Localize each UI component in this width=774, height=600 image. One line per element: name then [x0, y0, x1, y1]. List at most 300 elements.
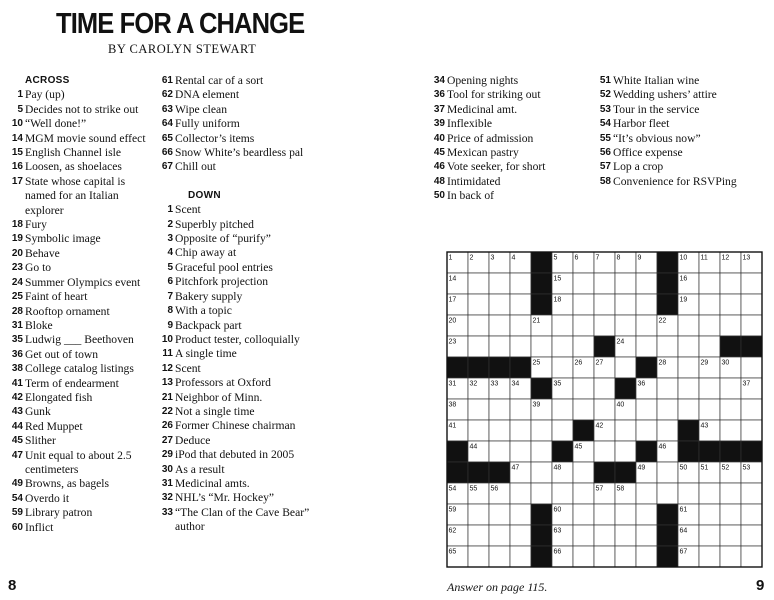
grid-cell[interactable] — [468, 273, 489, 294]
grid-cell[interactable] — [699, 378, 720, 399]
grid-cell[interactable] — [489, 525, 510, 546]
clue-text: Medicinal amts. — [175, 476, 250, 490]
grid-cell[interactable] — [489, 336, 510, 357]
grid-cell[interactable] — [741, 420, 762, 441]
grid-cell[interactable] — [699, 315, 720, 336]
clue-item — [8, 247, 153, 261]
clue-text: Tour in the service — [613, 102, 700, 116]
clue-text: With a topic — [175, 304, 232, 318]
grid-number: 11 — [700, 254, 708, 262]
grid-number: 58 — [616, 485, 625, 493]
clue-item — [158, 246, 333, 260]
clue-number: 18 — [11, 219, 23, 231]
grid-number: 21 — [532, 317, 541, 325]
grid-cell[interactable] — [594, 399, 615, 420]
grid-number: 36 — [637, 380, 646, 388]
grid-cell[interactable] — [594, 504, 615, 525]
grid-cell[interactable] — [741, 294, 762, 315]
grid-cell[interactable] — [552, 315, 573, 336]
grid-block — [636, 357, 657, 378]
grid-cell[interactable] — [468, 315, 489, 336]
grid-number: 9 — [637, 254, 642, 262]
clue-item — [430, 189, 595, 203]
grid-number: 24 — [616, 338, 625, 346]
clue-number: 54 — [599, 118, 611, 130]
grid-cell[interactable] — [741, 315, 762, 336]
grid-cell[interactable] — [510, 315, 531, 336]
clue-text: Pay (up) — [25, 88, 65, 102]
grid-cell[interactable] — [741, 504, 762, 525]
grid-cell[interactable] — [489, 315, 510, 336]
grid-block — [489, 462, 510, 483]
grid-number: 6 — [574, 254, 579, 262]
clue-text: Neighbor of Minn. — [175, 390, 263, 404]
grid-number: 40 — [616, 401, 625, 409]
grid-cell[interactable] — [741, 273, 762, 294]
clue-number: 59 — [11, 507, 23, 519]
clue-text: Chip away at — [175, 246, 237, 260]
grid-cell[interactable] — [468, 504, 489, 525]
clue-item — [158, 203, 333, 217]
grid-cell[interactable] — [489, 399, 510, 420]
clue-item — [8, 103, 153, 117]
grid-cell[interactable] — [636, 294, 657, 315]
clue-text: As a result — [175, 462, 225, 476]
grid-cell[interactable] — [678, 378, 699, 399]
grid-number: 61 — [679, 506, 688, 514]
clue-item — [8, 132, 153, 146]
clue-number: 37 — [433, 103, 445, 115]
grid-cell[interactable] — [552, 336, 573, 357]
clue-item — [158, 419, 333, 433]
grid-cell[interactable] — [489, 504, 510, 525]
clue-number: 64 — [161, 118, 173, 130]
grid-cell[interactable] — [615, 546, 636, 567]
grid-cell[interactable] — [741, 483, 762, 504]
grid-cell[interactable] — [615, 315, 636, 336]
grid-number: 47 — [511, 464, 520, 472]
clue-text: NHL’s “Mr. Hockey” — [175, 491, 275, 505]
grid-block — [447, 441, 468, 462]
clue-text: Medicinal amt. — [447, 102, 518, 116]
clue-item — [8, 377, 153, 391]
clue-number: 31 — [11, 319, 23, 331]
clue-item — [158, 88, 333, 102]
grid-cell[interactable] — [699, 525, 720, 546]
down-heading: DOWN — [188, 189, 221, 201]
clue-text: Deduce — [175, 433, 211, 447]
clue-number: 60 — [11, 521, 23, 533]
clue-text: Pitchfork projection — [175, 275, 269, 289]
grid-cell[interactable] — [573, 315, 594, 336]
clue-item — [596, 132, 771, 146]
grid-cell[interactable] — [531, 483, 552, 504]
grid-cell[interactable] — [657, 378, 678, 399]
grid-number: 20 — [448, 317, 457, 325]
clue-text: Browns, as bagels — [25, 477, 110, 491]
grid-cell[interactable] — [573, 378, 594, 399]
grid-cell[interactable] — [741, 546, 762, 567]
grid-cell[interactable] — [531, 420, 552, 441]
clue-number: 36 — [11, 348, 23, 360]
grid-cell[interactable] — [594, 441, 615, 462]
grid-cell[interactable] — [678, 336, 699, 357]
clue-text: Overdo it — [25, 491, 70, 505]
grid-cell[interactable] — [615, 441, 636, 462]
grid-cell[interactable] — [573, 525, 594, 546]
grid-block — [531, 546, 552, 567]
grid-number: 56 — [490, 485, 499, 493]
grid-cell[interactable] — [615, 273, 636, 294]
clue-text: Convenience for RSVPing — [613, 174, 737, 188]
clue-number: 40 — [433, 132, 445, 144]
grid-cell[interactable] — [510, 483, 531, 504]
grid-number: 27 — [595, 359, 604, 367]
grid-number: 26 — [574, 359, 583, 367]
grid-number: 54 — [448, 485, 457, 493]
grid-block — [699, 441, 720, 462]
clue-number: 33 — [161, 506, 173, 518]
grid-cell[interactable] — [699, 504, 720, 525]
clue-number: 11 — [162, 348, 173, 360]
grid-number: 66 — [553, 548, 562, 556]
grid-cell[interactable] — [573, 462, 594, 483]
grid-cell[interactable] — [510, 525, 531, 546]
clue-text: Inflict — [25, 520, 54, 534]
clue-number: 27 — [161, 434, 173, 446]
grid-cell[interactable] — [636, 483, 657, 504]
clue-text: Symbolic image — [25, 232, 101, 246]
clue-text: MGM movie sound effect — [25, 131, 146, 145]
clue-number: 21 — [161, 391, 173, 403]
grid-number: 51 — [700, 464, 709, 472]
grid-cell[interactable] — [699, 546, 720, 567]
grid-cell[interactable] — [573, 294, 594, 315]
clue-text: Scent — [175, 203, 201, 217]
clue-number: 28 — [11, 305, 23, 317]
grid-number: 41 — [448, 422, 457, 430]
grid-cell[interactable] — [615, 294, 636, 315]
clue-number: 56 — [599, 147, 611, 159]
grid-number: 22 — [658, 317, 667, 325]
clue-item — [8, 449, 153, 478]
grid-cell[interactable] — [657, 336, 678, 357]
grid-cell[interactable] — [636, 315, 657, 336]
grid-cell[interactable] — [720, 504, 741, 525]
grid-cell[interactable] — [531, 462, 552, 483]
clue-text: DNA element — [175, 88, 240, 102]
grid-cell[interactable] — [720, 420, 741, 441]
grid-number: 28 — [658, 359, 667, 367]
grid-block — [657, 252, 678, 273]
grid-cell[interactable] — [720, 546, 741, 567]
clue-text: A single time — [175, 347, 237, 361]
grid-cell[interactable] — [741, 525, 762, 546]
clue-text: Scent — [175, 361, 201, 375]
grid-cell[interactable] — [573, 273, 594, 294]
clue-number: 5 — [167, 261, 173, 273]
grid-number: 32 — [469, 380, 478, 388]
grid-cell[interactable] — [573, 483, 594, 504]
crossword-grid[interactable] — [446, 251, 764, 569]
grid-number: 15 — [553, 275, 562, 283]
grid-block — [531, 525, 552, 546]
clue-number: 43 — [11, 406, 23, 418]
grid-number: 67 — [679, 548, 688, 556]
clue-item — [158, 333, 333, 347]
clue-item — [158, 160, 333, 174]
grid-cell[interactable] — [636, 399, 657, 420]
clue-item — [158, 405, 333, 419]
grid-cell[interactable] — [720, 483, 741, 504]
clue-item — [8, 319, 153, 333]
clue-number: 44 — [11, 420, 23, 432]
grid-cell[interactable] — [615, 504, 636, 525]
clue-number: 49 — [11, 478, 23, 490]
grid-cell[interactable] — [489, 294, 510, 315]
clue-number: 10 — [161, 333, 173, 345]
clue-number: 12 — [161, 362, 173, 374]
clue-text: English Channel isle — [25, 146, 121, 160]
grid-cell[interactable] — [594, 294, 615, 315]
grid-cell[interactable] — [468, 399, 489, 420]
clue-item — [430, 103, 595, 117]
grid-cell[interactable] — [510, 504, 531, 525]
clue-number: 26 — [161, 420, 173, 432]
clue-item — [158, 74, 333, 88]
clue-text: iPod that debuted in 2005 — [175, 448, 295, 462]
grid-block — [657, 294, 678, 315]
grid-cell[interactable] — [552, 420, 573, 441]
grid-number: 62 — [448, 527, 457, 535]
grid-cell[interactable] — [468, 336, 489, 357]
grid-cell[interactable] — [741, 399, 762, 420]
grid-cell[interactable] — [489, 546, 510, 567]
clue-item — [158, 506, 333, 535]
clue-number: 2 — [167, 218, 173, 230]
clue-number: 41 — [11, 377, 23, 389]
grid-cell[interactable] — [489, 441, 510, 462]
clue-text: Professors at Oxford — [175, 376, 271, 390]
clue-number: 30 — [161, 463, 173, 475]
grid-cell[interactable] — [510, 336, 531, 357]
grid-cell[interactable] — [615, 525, 636, 546]
clue-text: Bakery supply — [175, 289, 243, 303]
clue-text: Faint of heart — [25, 290, 88, 304]
clue-text: Collector’s items — [175, 131, 255, 145]
clue-text: Rooftop ornament — [25, 304, 110, 318]
grid-number: 52 — [721, 464, 730, 472]
clue-text: Price of admission — [447, 131, 534, 145]
grid-block — [531, 252, 552, 273]
grid-cell[interactable] — [636, 420, 657, 441]
grid-cell[interactable] — [720, 399, 741, 420]
grid-cell[interactable] — [552, 483, 573, 504]
grid-cell[interactable] — [678, 483, 699, 504]
grid-cell[interactable] — [699, 399, 720, 420]
grid-cell[interactable] — [615, 357, 636, 378]
clue-text: Opposite of “purify” — [175, 232, 271, 246]
grid-cell[interactable] — [510, 399, 531, 420]
clue-item — [8, 117, 153, 131]
clue-item — [430, 74, 595, 88]
clue-item — [430, 175, 595, 189]
grid-cell[interactable] — [657, 420, 678, 441]
grid-cell[interactable] — [720, 378, 741, 399]
clue-text: Loosen, as shoelaces — [25, 160, 122, 174]
grid-number: 33 — [490, 380, 499, 388]
clue-number: 13 — [161, 377, 173, 389]
grid-block — [657, 525, 678, 546]
clue-item — [158, 491, 333, 505]
grid-cell[interactable] — [573, 336, 594, 357]
grid-cell[interactable] — [720, 294, 741, 315]
clue-text: Mexican pastry — [447, 146, 519, 160]
grid-cell[interactable] — [657, 483, 678, 504]
grid-block — [741, 441, 762, 462]
clue-text: State whose capital is named for an Italian explorer — [25, 174, 126, 217]
grid-cell[interactable] — [720, 315, 741, 336]
grid-cell[interactable] — [678, 357, 699, 378]
grid-cell[interactable] — [699, 483, 720, 504]
grid-cell[interactable] — [594, 546, 615, 567]
grid-cell[interactable] — [594, 378, 615, 399]
clue-item — [158, 117, 333, 131]
grid-cell[interactable] — [720, 273, 741, 294]
grid-cell[interactable] — [657, 399, 678, 420]
clue-number: 1 — [167, 204, 173, 216]
grid-cell[interactable] — [510, 294, 531, 315]
clue-item — [158, 103, 333, 117]
grid-cell[interactable] — [636, 546, 657, 567]
clue-item — [158, 290, 333, 304]
grid-block — [594, 462, 615, 483]
grid-cell[interactable] — [573, 399, 594, 420]
grid-cell[interactable] — [720, 525, 741, 546]
clue-text: Graceful pool entries — [175, 260, 273, 274]
grid-cell[interactable] — [510, 273, 531, 294]
clue-item — [158, 304, 333, 318]
clue-text: Go to — [25, 261, 52, 275]
clue-item — [430, 88, 595, 102]
grid-block — [720, 441, 741, 462]
grid-cell[interactable] — [678, 315, 699, 336]
clue-item — [8, 405, 153, 419]
grid-cell[interactable] — [594, 525, 615, 546]
clue-text: Tool for striking out — [447, 88, 541, 102]
grid-cell[interactable] — [657, 462, 678, 483]
grid-cell[interactable] — [699, 336, 720, 357]
grid-cell[interactable] — [699, 273, 720, 294]
grid-cell[interactable] — [678, 399, 699, 420]
clue-column-4 — [596, 74, 771, 189]
grid-block — [531, 273, 552, 294]
grid-cell[interactable] — [573, 504, 594, 525]
right-page-number: 9 — [756, 577, 765, 594]
grid-number: 38 — [448, 401, 457, 409]
clue-item — [8, 477, 153, 491]
grid-cell[interactable] — [552, 357, 573, 378]
grid-number: 34 — [511, 380, 520, 388]
grid-number: 10 — [679, 254, 688, 262]
clue-text: Intimidated — [447, 174, 501, 188]
grid-cell[interactable] — [636, 273, 657, 294]
grid-cell[interactable] — [552, 399, 573, 420]
grid-cell[interactable] — [468, 420, 489, 441]
clue-item — [8, 391, 153, 405]
grid-cell[interactable] — [741, 357, 762, 378]
across-heading: ACROSS — [25, 75, 70, 86]
grid-number: 65 — [448, 548, 457, 556]
clue-item — [8, 232, 153, 246]
clue-number: 32 — [161, 492, 173, 504]
clue-text: Chill out — [175, 160, 216, 174]
grid-number: 1 — [448, 254, 453, 262]
grid-cell[interactable] — [573, 546, 594, 567]
grid-cell[interactable] — [468, 546, 489, 567]
clue-number: 29 — [161, 449, 173, 461]
clue-number: 20 — [11, 247, 23, 259]
clue-number: 50 — [433, 190, 445, 202]
grid-cell[interactable] — [615, 420, 636, 441]
grid-number: 2 — [469, 254, 474, 262]
clue-number: 23 — [11, 262, 23, 274]
clue-number: 47 — [11, 449, 23, 461]
clue-text: Lop a crop — [613, 160, 664, 174]
grid-cell[interactable] — [531, 441, 552, 462]
grid-cell[interactable] — [636, 504, 657, 525]
grid-number: 25 — [532, 359, 541, 367]
grid-cell[interactable] — [510, 420, 531, 441]
clue-number: 45 — [433, 147, 445, 159]
grid-block — [678, 441, 699, 462]
grid-number: 42 — [595, 422, 604, 430]
clue-item — [158, 218, 333, 232]
grid-cell[interactable] — [510, 441, 531, 462]
clue-item — [8, 305, 153, 319]
clue-item — [158, 448, 333, 462]
grid-cell[interactable] — [489, 420, 510, 441]
grid-cell[interactable] — [594, 315, 615, 336]
grid-cell[interactable] — [468, 525, 489, 546]
clue-item — [430, 160, 595, 174]
grid-number: 59 — [448, 506, 457, 514]
grid-cell[interactable] — [636, 525, 657, 546]
grid-block — [573, 420, 594, 441]
clue-text: Elongated fish — [25, 390, 93, 404]
grid-cell[interactable] — [531, 336, 552, 357]
clue-number: 36 — [433, 89, 445, 101]
grid-block — [510, 357, 531, 378]
clue-item — [596, 117, 771, 131]
clue-item — [8, 521, 153, 535]
grid-number: 39 — [532, 401, 541, 409]
grid-cell[interactable] — [489, 273, 510, 294]
grid-number: 3 — [490, 254, 495, 262]
grid-cell[interactable] — [510, 546, 531, 567]
clue-item — [8, 261, 153, 275]
grid-block — [468, 357, 489, 378]
grid-cell[interactable] — [699, 294, 720, 315]
clue-number: 57 — [599, 161, 611, 173]
grid-cell[interactable] — [636, 336, 657, 357]
clue-number: 22 — [161, 405, 173, 417]
clue-item — [158, 132, 333, 146]
grid-cell[interactable] — [594, 273, 615, 294]
grid-cell[interactable] — [468, 294, 489, 315]
grid-block — [657, 273, 678, 294]
grid-number: 53 — [742, 464, 751, 472]
